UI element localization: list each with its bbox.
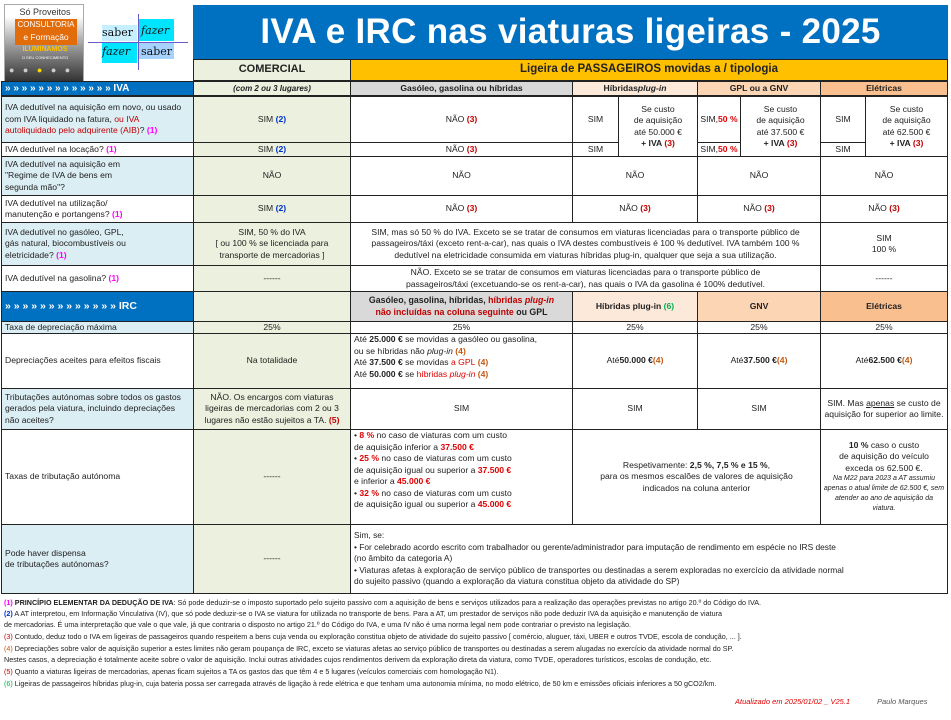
- fazer-bl: fazer: [102, 45, 131, 58]
- limit-plus-iva: [641, 138, 675, 150]
- footnote-ref: (3): [466, 203, 478, 214]
- footnote-num: (5): [4, 667, 13, 676]
- hib-limit: [618, 96, 698, 157]
- row-label: IVA dedutível na aquisição em "Regime de IVA de bens em segunda mão"?: [5, 158, 120, 192]
- footnote-ref: (3): [912, 138, 924, 148]
- header-gas-label: Gasóleo, gasolina ou híbridas: [400, 82, 523, 93]
- logo-line5: O SEU CONHECIMENTO: [21, 55, 69, 60]
- irc-ta-gas: [350, 388, 573, 430]
- value-red: 50 %: [718, 113, 738, 124]
- limit-l1: Se custo: [889, 103, 924, 114]
- t-post: se movidas: [402, 357, 451, 367]
- footnote-text: Depreciações sobre valor de aquisição superior a estes limites não geram poupança de IRC, exceto se viaturas afetas ao serviço público de transportes ou destinadas a serem alugadas no exercício da atividade normal do SP.: [12, 644, 734, 653]
- header-comercial-sub-label: (com 2 ou 3 lugares): [233, 83, 311, 93]
- irc-ta-label: [1, 388, 194, 430]
- iva-row-locacao-gpl: [697, 142, 741, 157]
- gpl-limit: [740, 96, 821, 157]
- footnote-text: Ligeiras de passageiros híbridas plug-in, cuja bateria possa ser carregada através de ligação à rede elétrica e que tenham uma autonomia mínima, no modo elétrico, de 50 km e emissões oficiais inferiores a 50 gCO2/km.: [12, 679, 717, 688]
- irc-header-gas-label: [369, 295, 554, 318]
- section-irc-label: » » » » » » » » » » » » » IRC: [5, 299, 137, 312]
- line1: [623, 460, 770, 472]
- footnote-ref: (1): [56, 249, 67, 260]
- header-hibridas-label: Híbridas: [603, 82, 638, 93]
- page-title-text: IVA e IRC nas viaturas ligeiras - 2025: [260, 12, 881, 51]
- value: 25%: [875, 321, 893, 332]
- irc-ta-ele: [820, 388, 948, 430]
- t: de aquisição igual ou superior a: [354, 499, 478, 509]
- irc-header-comercial: [193, 291, 351, 322]
- value: NÃO: [452, 170, 471, 181]
- value: ------: [875, 272, 893, 283]
- header-comercial: [193, 59, 351, 81]
- footnote-ref: (1): [108, 272, 120, 283]
- iva-row-aquisicao-gas: [350, 96, 573, 143]
- line4: • Viaturas afetas à exploração de serviço público de transportes ou destinadas a serem exploradas no exercício da atividade normal: [354, 564, 844, 575]
- t: no caso de viaturas com um custo: [374, 430, 508, 440]
- limit-l2: de aquisição: [633, 115, 683, 125]
- iva-row-utilizacao-label: [1, 195, 194, 223]
- line3: (no âmbito da categoria A): [354, 553, 453, 564]
- label-text: IVA dedutível no gasóleo, GPL, gás natural, biocombustíveis ou eletricidade?: [5, 226, 126, 260]
- updated-stamp: Atualizado em 2025/01/02 _ V25.1: [735, 697, 851, 706]
- value: NÃO: [868, 203, 887, 214]
- value-l1: SIM: [876, 232, 892, 243]
- irc-depr-comercial: [193, 333, 351, 389]
- row-label-l2: de tributações autónomas?: [5, 559, 109, 569]
- value-l1: SIM, 50 % do IVA: [238, 226, 306, 237]
- footnote-2: [4, 608, 722, 619]
- footnote-ref: (5): [328, 414, 340, 425]
- line5: do sujeito passivo (quando a exploração da viatura constitua objeto da atividade do SP): [354, 576, 680, 587]
- v: 45.000 €: [477, 499, 512, 509]
- value: NÃO: [445, 203, 465, 214]
- iva-row-gasolina-ele: [820, 265, 948, 292]
- iva-row-locacao-label: [1, 142, 194, 157]
- fazer-tr: fazer: [141, 24, 170, 37]
- footnote-num: (4): [4, 644, 13, 653]
- t-bold: 50.000 €: [619, 355, 653, 366]
- irc-taxas-label: [1, 429, 194, 525]
- label-text-b: ?: [139, 125, 147, 136]
- row-label: Taxa de depreciação máxima: [5, 321, 117, 332]
- irc-depr-gas: [350, 333, 573, 389]
- footnote-ref: (3): [664, 138, 675, 148]
- limit-l2: de aquisição: [756, 115, 805, 125]
- depr-line: [354, 369, 488, 381]
- limit-l3: até 50.000 €: [634, 126, 682, 137]
- irc-taxas-mid: [572, 429, 821, 525]
- irc-ta-hib: [572, 388, 698, 430]
- iva-row-combustiveis-comercial: [193, 222, 351, 266]
- footnote-ref: (3): [764, 203, 775, 214]
- row-label: [5, 198, 145, 221]
- iva-row-utilizacao-comercial: [193, 195, 351, 223]
- iva-row-segunda-mao-hib: [572, 156, 698, 196]
- footnote-num: (6): [4, 679, 13, 688]
- depr-line: [354, 334, 537, 346]
- plus-iva: + IVA: [641, 138, 665, 148]
- label: Híbridas plug-in: [595, 300, 662, 311]
- limit-l1: Se custo: [641, 103, 675, 114]
- limit-l2: de aquisição: [882, 115, 931, 125]
- limit-l3: até 37.500 €: [756, 126, 805, 137]
- iva-row-locacao-comercial: [193, 142, 351, 157]
- irc-taxas-comercial: [193, 429, 351, 525]
- pct: 8 %: [359, 430, 375, 440]
- pct: 25 %: [359, 453, 379, 463]
- iva-row-utilizacao-ele: [820, 195, 948, 223]
- irc-taxas-ele: [820, 429, 948, 525]
- t: de aquisição inferior a: [354, 441, 441, 452]
- logo: [4, 4, 84, 82]
- section-irc: [1, 291, 194, 322]
- footnote-4: [4, 643, 733, 654]
- footnote-ref: (2): [275, 203, 287, 214]
- iva-row-aquisicao-comercial: [193, 96, 351, 143]
- value: SIM: [751, 403, 767, 414]
- irc-dispensa-comercial: [193, 524, 351, 594]
- iva-row-combustiveis-mid: [350, 222, 821, 266]
- t: Até: [354, 368, 370, 379]
- footnote-ref: (4): [475, 368, 489, 379]
- t: Até: [606, 355, 620, 366]
- footnote-bold: PRINCÍPIO ELEMENTAR DA DEDUÇÃO DE IVA: [12, 598, 174, 607]
- irc-header-hib: [572, 291, 698, 322]
- pct: 32 %: [359, 487, 379, 498]
- footnote-1: [4, 597, 761, 608]
- t-b: ,: [767, 459, 771, 470]
- irc-header-ele: [820, 291, 948, 322]
- value: NÃO: [262, 170, 282, 181]
- line1: Sim, se:: [354, 530, 385, 541]
- v: 45.000 €: [397, 476, 431, 486]
- irc-taxas-gas: [350, 429, 573, 525]
- footnote-ref: (1): [146, 125, 158, 136]
- line3: indicados na coluna anterior: [642, 482, 751, 493]
- irc-depr-ele: [820, 333, 948, 389]
- row-label: Taxas de tributação autónoma: [5, 471, 121, 482]
- value: 25%: [263, 321, 281, 332]
- header-eletricas: [820, 81, 948, 96]
- tier-line: • 8 % no caso de viaturas com um custo: [354, 430, 508, 440]
- header-gpl: [697, 81, 821, 96]
- value: NÃO: [749, 170, 769, 181]
- footnote-ref: (4): [652, 355, 664, 366]
- footnote-ref: (4): [452, 345, 466, 356]
- line3: exceda os 62.500 €.: [845, 462, 923, 473]
- value: SIM: [627, 403, 643, 414]
- ele-limit: [865, 96, 948, 157]
- t-b: se custo de aquisição for superior ao limite.: [824, 397, 944, 419]
- row-label: [5, 227, 135, 262]
- header-comercial-label: COMERCIAL: [238, 63, 306, 76]
- plus-iva: + IVA: [763, 138, 787, 148]
- irc-ta-gnv: [697, 388, 821, 430]
- value: NÃO: [743, 203, 762, 214]
- limit-plus-iva: [890, 138, 924, 150]
- header-passageiros-label: Ligeira de PASSAGEIROS movidas a / tipologia: [520, 63, 778, 76]
- row-label: IVA dedutível na gasolina?: [5, 272, 107, 283]
- t: no caso de viaturas com um custo: [379, 487, 512, 498]
- value: [823, 398, 945, 421]
- iva-row-aquisicao-gpl: [697, 96, 741, 143]
- irc-ta-comercial: [193, 388, 351, 430]
- logo-line3: e Formação: [23, 32, 69, 42]
- value: NÃO: [445, 113, 465, 124]
- irc-depr-label: [1, 333, 194, 389]
- value-red: 50 %: [718, 143, 738, 154]
- value: ------: [263, 471, 281, 482]
- t-red: híbridas: [488, 295, 525, 305]
- iva-row-segunda-mao-gas: [350, 156, 573, 196]
- t-red2: não incluídas na coluna seguinte: [375, 306, 514, 317]
- iva-row-aquisicao-label: [1, 96, 194, 143]
- irc-header-gnv: [697, 291, 821, 322]
- irc-dispensa-label: [1, 524, 194, 594]
- iva-row-aquisicao-hib: [572, 96, 619, 143]
- value: NÃO: [874, 170, 894, 181]
- iva-row-combustiveis-label: [1, 222, 194, 266]
- t-bold: 50.000 €: [369, 368, 403, 379]
- tier-line: [354, 465, 511, 477]
- t-red-it: plug-in: [449, 368, 476, 379]
- irc-dispensa-mid: [350, 524, 948, 594]
- t-bold: 25.000 €: [369, 334, 403, 344]
- t-b: ou GPL: [513, 306, 548, 317]
- t-red: a GPL: [451, 357, 476, 367]
- iva-row-utilizacao-gpl: [697, 195, 821, 223]
- iva-row-gasolina-mid: [350, 265, 821, 292]
- t: Respetivamente:: [622, 459, 690, 470]
- t-it: plug-in: [427, 345, 453, 356]
- t: de aquisição igual ou superior a: [354, 464, 478, 475]
- footnote-text: Contudo, deduz todo o IVA em ligeiras de passageiros quando respeitem a bens cuja venda ou exploração constitua objeto de atividade do sujeito passivo [ comércio, aluguer, táxi, UBER e outros TVDE, escola de condução, ... ].: [12, 632, 742, 641]
- header-eletricas-label: Elétricas: [866, 82, 902, 93]
- value: SIM: [257, 203, 274, 214]
- value: SIM: [587, 143, 604, 154]
- irc-header-gas: [350, 291, 573, 322]
- depr-line: [354, 346, 466, 358]
- irc-depr-gnv: [697, 333, 821, 389]
- footnote-3: [4, 631, 742, 642]
- saber-fazer-graphic: [88, 14, 188, 74]
- footnote-ref: (2): [275, 113, 287, 124]
- footnote-ref: (2): [275, 143, 287, 154]
- value: SIM: [257, 113, 274, 124]
- depr-line: [354, 357, 488, 369]
- label-text: IVA dedutível na aquisição em novo, ou usado com IVA liquidado na fatura,: [5, 102, 182, 124]
- row-label-l1: Pode haver dispensa: [5, 547, 86, 558]
- section-iva: [1, 81, 194, 96]
- row-label: Depreciações aceites para efeitos fiscais: [5, 355, 161, 366]
- iva-row-combustiveis-ele: [820, 222, 948, 266]
- footnote-ref: (3): [466, 143, 478, 154]
- tier-line: [354, 499, 511, 511]
- header-hibridas: [572, 81, 698, 96]
- footnote-6: [4, 678, 716, 689]
- footnote-num: (1): [4, 598, 13, 607]
- footnote-text: : Só pode deduzir-se o imposto suportado pelo sujeito passivo com a aquisição de bens e serviços utilizados para a realização das operações previstas no artigo 20.º do Código do IVA.: [173, 598, 762, 607]
- row-label: Tributações autónomas sobre todos os gastos gerados pela viatura, incluindo depreciações não aceites?: [5, 391, 181, 425]
- value: 25%: [626, 321, 644, 332]
- value: SIM: [587, 113, 604, 124]
- v: 37.500 €: [440, 441, 474, 452]
- value: SIM, mas só 50 % do IVA. Exceto se se tratar de consumos em viaturas licenciadas para o transporte público de passageiros/táxi (exceto rent-a-car), nas quais o IVA destes combustíveis é 100 % dedutível. IVA também 100 % dedutível na eletricidade consumida em viaturas híbridas plug-in, qualquer que seja a sua utilização.: [371, 226, 800, 260]
- t-bold: 2,5 %, 7,5 % e 15 %: [689, 459, 768, 470]
- limit-plus-iva: [764, 138, 798, 150]
- t-post: se: [402, 368, 417, 379]
- footnote-ref: (3): [786, 138, 798, 148]
- iva-row-locacao-ele: [820, 142, 866, 157]
- value: NÃO: [619, 203, 638, 214]
- footnote-ref: (1): [112, 209, 123, 219]
- limit-l1: Se custo: [763, 103, 798, 114]
- value: 25%: [452, 321, 471, 332]
- header-hibridas-plugin: plug-in: [637, 82, 667, 93]
- footnote-text: Quanto a viaturas ligeiras de mercadorias, apenas ficam sujeitos a TA os gastos das que têm 4 e 5 lugares (veículos comerciais com homologação N1).: [12, 667, 499, 676]
- t-bold: 37.500 €: [369, 357, 403, 367]
- label: GNV: [749, 300, 769, 311]
- footnote-ref: (3): [466, 113, 478, 124]
- t-underline: apenas: [866, 397, 895, 408]
- value: ------: [263, 553, 281, 564]
- value: SIM: [835, 113, 851, 124]
- t-post: se movidas a gasóleo ou gasolina,: [402, 334, 537, 344]
- value: SIM,: [700, 143, 719, 154]
- iva-row-segunda-mao-comercial: [193, 156, 351, 196]
- line2: • For celebrado acordo escrito com trabalhador ou gerente/administrador para imputação de rendimento em espécie no IRS deste: [354, 541, 836, 552]
- iva-row-segunda-mao-ele: [820, 156, 948, 196]
- tier-line: • 32 % no caso de viaturas com um custo: [354, 487, 512, 498]
- logo-line2: CONSULTORIA: [17, 20, 75, 29]
- saber-br: saber: [141, 45, 173, 58]
- label-text: IVA dedutível na utilização/ manutenção e portangens?: [5, 197, 113, 219]
- value: ------: [263, 272, 281, 283]
- t: Até: [730, 355, 744, 366]
- page-title: [193, 5, 948, 59]
- iva-row-gasolina-label: [1, 265, 194, 292]
- logo-line1: Só Proveitos: [19, 7, 71, 17]
- irc-depr-hib: [572, 333, 698, 389]
- line2: de aquisição do veículo: [839, 451, 929, 462]
- label: Elétricas: [866, 300, 902, 311]
- footnote-num: (2): [4, 609, 13, 618]
- iva-row-aquisicao-ele: [820, 96, 866, 143]
- iva-row-segunda-mao-gpl: [697, 156, 821, 196]
- t: Até: [855, 355, 869, 366]
- value: Na totalidade: [246, 355, 298, 366]
- value: SIM: [835, 143, 851, 154]
- lightbulbs-icon: ● ● ● ● ●: [9, 65, 74, 75]
- header-gas: [350, 81, 573, 96]
- footnote-ref: (6): [663, 300, 675, 311]
- t: e inferior a: [354, 476, 397, 486]
- footnote-num: (3): [4, 632, 13, 641]
- iva-row-locacao-gas: [350, 142, 573, 157]
- value: NÃO: [625, 170, 645, 181]
- row-label: [5, 102, 191, 137]
- t: ou se híbridas não: [354, 345, 428, 356]
- saber-tl: saber: [102, 26, 134, 39]
- footnote-4b: [4, 654, 711, 665]
- iva-row-locacao-hib: [572, 142, 619, 157]
- limit-l3: até 62.500 €: [882, 126, 931, 137]
- label-red-text: ou IVA autoliquidado pelo adquirente (AIB): [5, 113, 140, 136]
- t: Até: [354, 357, 370, 367]
- t-bold: 62.500 €: [868, 355, 902, 366]
- tier-line: [354, 476, 430, 488]
- value-l2: 100 %: [871, 244, 897, 254]
- header-gpl-label: GPL ou a GNV: [729, 82, 789, 93]
- value: SIM: [257, 143, 274, 154]
- iva-row-gasolina-comercial: [193, 265, 351, 292]
- t: Até: [354, 334, 370, 344]
- t: SIM. Mas: [827, 397, 867, 408]
- footnote-text: A AT interpretou, em Informação Vinculativa (IV), que só pode deduzir-se o IVA se viatura for utilizada no transporte de bens. Para a AT, um prestador de serviços não pode deduzir IVA da aquisição e manutenção de viatura: [12, 609, 722, 618]
- value: 25%: [750, 321, 768, 332]
- t-bold: 37.500 €: [743, 355, 777, 366]
- t: caso o custo: [868, 439, 920, 450]
- footnote-2b: [4, 619, 631, 630]
- section-iva-label: » » » » » » » » » » » » » IVA: [5, 82, 130, 94]
- note-italic: Na M22 para 2023 a AT assumiu apenas o atual limite de 62.500 €, sem atender ao ano de aquisição da viatura.: [823, 475, 945, 513]
- v: 37.500 €: [477, 464, 512, 475]
- value: NÃO: [445, 143, 465, 154]
- tier-line: [354, 442, 474, 454]
- iva-row-utilizacao-gas: [350, 195, 573, 223]
- author: Paulo Marques: [877, 697, 928, 706]
- footnote-ref: (3): [889, 203, 900, 214]
- iva-row-segunda-mao-label: [1, 156, 194, 196]
- t-red: híbridas: [416, 368, 450, 379]
- value: SIM,: [700, 113, 719, 124]
- iva-row-utilizacao-hib: [572, 195, 698, 223]
- t: NÃO. Os encargos com viaturas ligeiras de mercadorias com 2 ou 3 lugares não estão sujeitos a TA.: [204, 391, 339, 425]
- footnote-text: de mercadorias. É uma interpretação que vale o que vale, já que contraria o disposto no artigo 21.º do Código do IVA, e uma IV não é uma norma legal nem pode contrariar o previsto na legislação.: [4, 620, 631, 629]
- logo-line4: ILUMINAMOS: [22, 46, 68, 53]
- footnote-ref: (3): [640, 203, 651, 214]
- t: Gasóleo, gasolina, híbridas,: [368, 295, 489, 305]
- footnote-ref: (4): [475, 357, 489, 367]
- t-red-it: plug-in: [524, 295, 555, 305]
- value: [196, 392, 348, 427]
- value: NÃO. Exceto se se tratar de consumos em viaturas licenciadas para o transporte público de passageiros/táxi (excetuando-se os rent-a-car), nas quais o IVA da gasolina é 100% dedutível.: [405, 267, 766, 289]
- footnote-ref: (4): [776, 355, 788, 366]
- footnote-ref: (4): [901, 355, 913, 366]
- value-l3: transporte de mercadorias ]: [219, 249, 325, 260]
- footnote-5: [4, 666, 498, 677]
- footnote-ref: (1): [106, 143, 117, 154]
- header-passageiros: [350, 59, 948, 81]
- line1: [849, 440, 919, 452]
- header-comercial-sub: [193, 81, 351, 96]
- value-l2: [ ou 100 % se licenciada para: [215, 238, 329, 249]
- line2: para os mesmos escalões de valores de aquisição: [600, 471, 793, 482]
- t: no caso de viaturas com um custo: [379, 453, 512, 463]
- value: SIM: [453, 403, 470, 414]
- footnote-text: Nestes casos, a depreciação é totalmente aceite sobre o valor de aquisição. Inclui outras atividades cujos rendimentos derivem da exploração direta da viatura, como TVDE, operadores turísticos, escolas de condução, etc.: [4, 655, 712, 664]
- t-bold: 10 %: [848, 439, 869, 450]
- row-label: IVA dedutível na locação?: [5, 143, 104, 154]
- plus-iva: + IVA: [889, 138, 913, 148]
- tier-line: • 25 % no caso de viaturas com um custo: [354, 453, 512, 463]
